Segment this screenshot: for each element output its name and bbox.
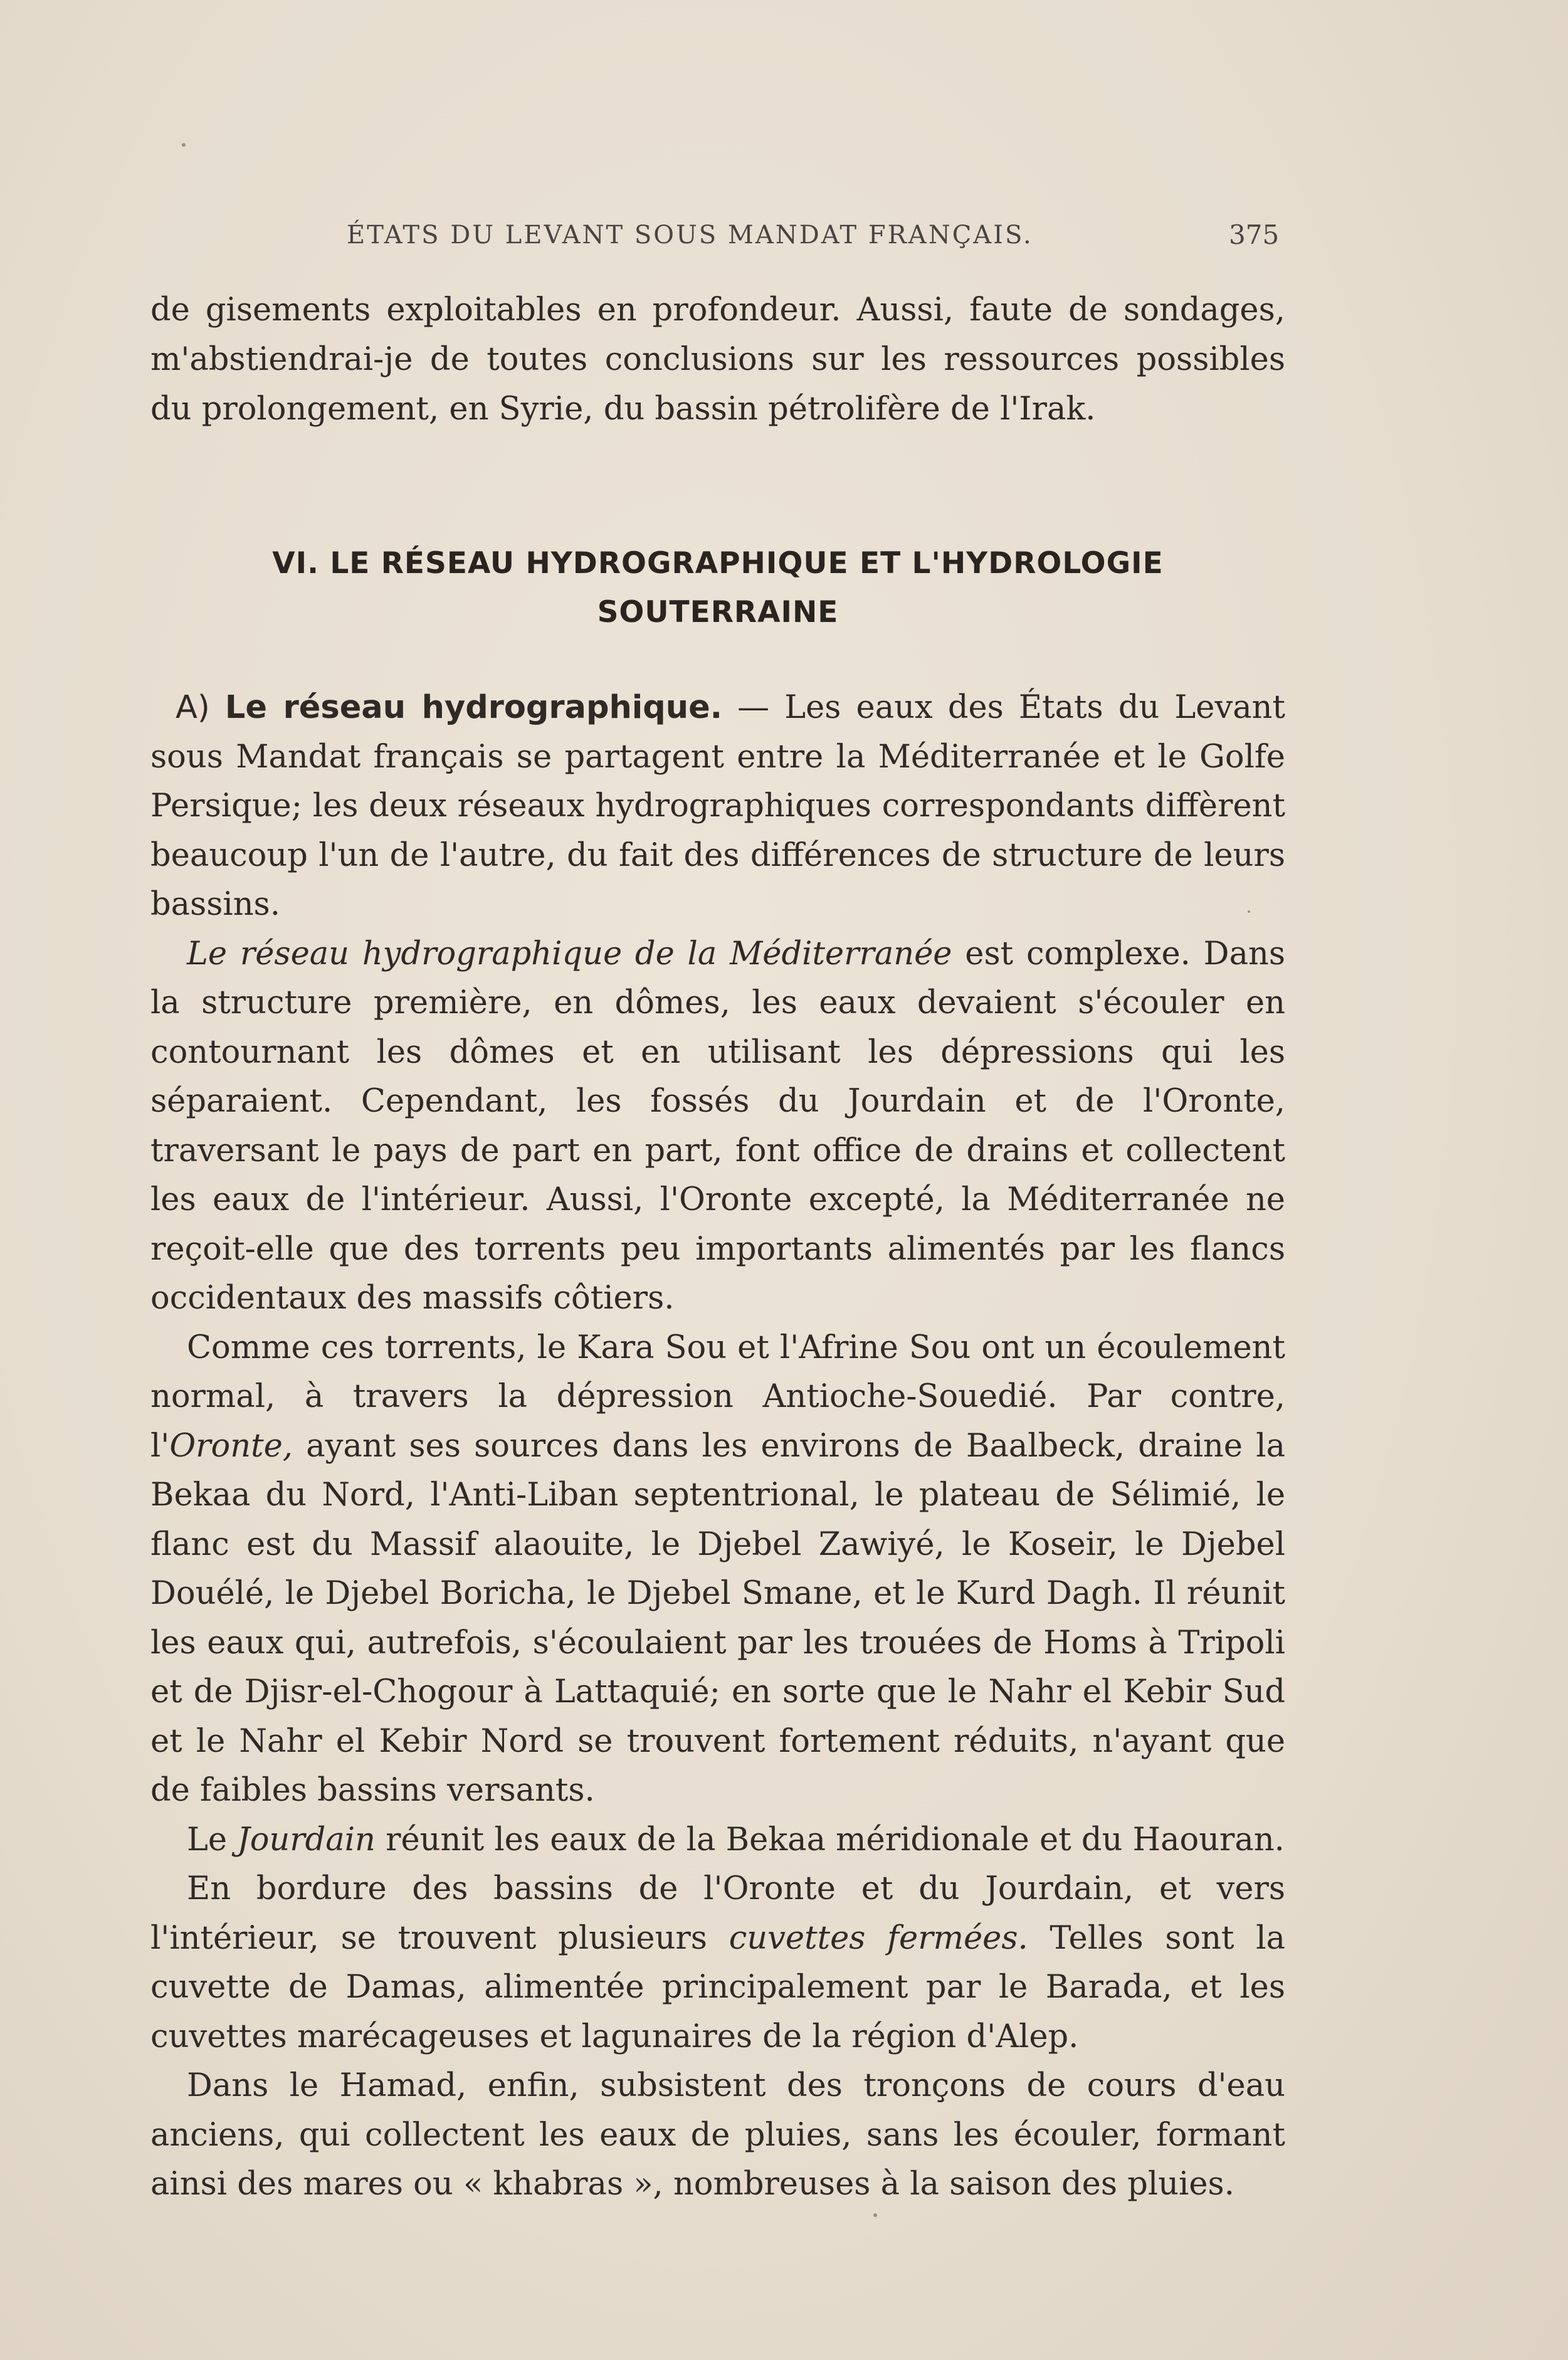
paragraph-4-text-b: réunit les eaux de la Bekaa méridionale et du Haouran. [375,1821,1285,1858]
paragraph-6-text: Dans le Hamad, enfin, subsistent des tronçons de cours d'eau anciens, qui collectent les eaux de pluies, sans les écouler, formant ainsi des mares ou « khabras », nombreuses à la saison des pluies. [150,2067,1285,2203]
section-heading-line2: SOUTERRAINE [597,595,839,630]
paragraph-5-italic: cuvettes fermées. [729,1919,1028,1957]
running-title: ÉTATS DU LEVANT SOUS MANDAT FRANÇAIS. [347,221,1033,250]
subsection-title: Le réseau hydrographique. [224,689,723,726]
paragraph-3-text-a: Comme ces torrents, le Kara Sou et l'Afrine Sou ont un écoulement normal, à travers la dépression Antioche-Souedié. Par contre, l' [150,1329,1285,1465]
paper-speck [182,143,186,147]
paragraph-5-text-a: En bordure des bassins de l'Oronte et du Jourdain, et vers l'intérieur, se trouvent plusieurs [150,1870,1285,1957]
paragraph-2-italic: Le réseau hydrographique de la Méditerranée [187,935,952,972]
running-header [150,221,1279,258]
section-heading-line1: VI. LE RÉSEAU HYDROGRAPHIQUE ET L'HYDROLOGIE [272,546,1164,581]
paragraph-3-italic: Oronte, [169,1427,293,1465]
paragraph-1 [150,683,1285,930]
paragraph-5 [150,1865,1285,2062]
paragraph-4-text-a: Le [187,1821,238,1858]
paragraph-3-text-b: ayant ses sources dans les environs de Baalbeck, draine la Bekaa du Nord, l'Anti-Liban septentrional, le plateau de Sélimié, le flanc est du Massif alaouite, le Djebel Zawiyé, le Koseir, le Djebel Douélé, le Djebel Boricha, le Djebel Smane, et le Kurd Dagh. Il réunit les eaux qui, autrefois, s'écoulaient par les trouées de Homs à Tripoli et de Djisr-el-Chogour à Lattaquié; en sorte que le Nahr el Kebir Sud et le Nahr el Kebir Nord se trouvent fortement réduits, n'ayant que de faibles bassins versants. [150,1427,1285,1809]
page-number: 375 [1229,219,1280,250]
subsection-label: A) [176,689,210,726]
intro-paragraph [150,285,1285,434]
paragraph-2-text: est complexe. Dans la structure première, en dômes, les eaux devaient s'écouler en contournant les dômes et en utilisant les dépressions qui les séparaient. Cependant, les fossés du Jourdain et de l'Oronte, traversant le pays de part en part, font office de drains et collectent les eaux de l'intérieur. Aussi, l'Oronte excepté, la Méditerranée ne reçoit-elle que des torrents peu importants alimentés par les flancs occidentaux des massifs côtiers. [150,935,1285,1317]
paragraph-6 [150,2062,1285,2210]
section-body [150,683,1285,2210]
paragraph-4 [150,1816,1285,1865]
section-heading [150,539,1285,637]
paragraph-3 [150,1324,1285,1816]
paper-speck [1248,910,1250,913]
paragraph-5-text-b: Telles sont la cuvette de Damas, alimentée principalement par le Barada, et les cuvettes marécageuses et lagunaires de la région d'Alep. [150,1919,1285,2055]
paragraph-4-italic: Jourdain [237,1821,376,1858]
paragraph-1-text: — Les eaux des États du Levant sous Mandat français se partagent entre la Méditerranée et le Golfe Persique; les deux réseaux hydrographiques correspondants diffèrent beaucoup l'un de l'autre, du fait des différences de structure de leurs bassins. [150,689,1286,923]
paragraph-2 [150,930,1285,1324]
paper-speck [873,2213,877,2217]
intro-text: de gisements exploitables en profondeur. Aussi, faute de sondages, m'abstiendrai-je de toutes conclusions sur les ressources possibles du prolongement, en Syrie, du bassin pétrolifère de l'Irak. [150,292,1285,428]
